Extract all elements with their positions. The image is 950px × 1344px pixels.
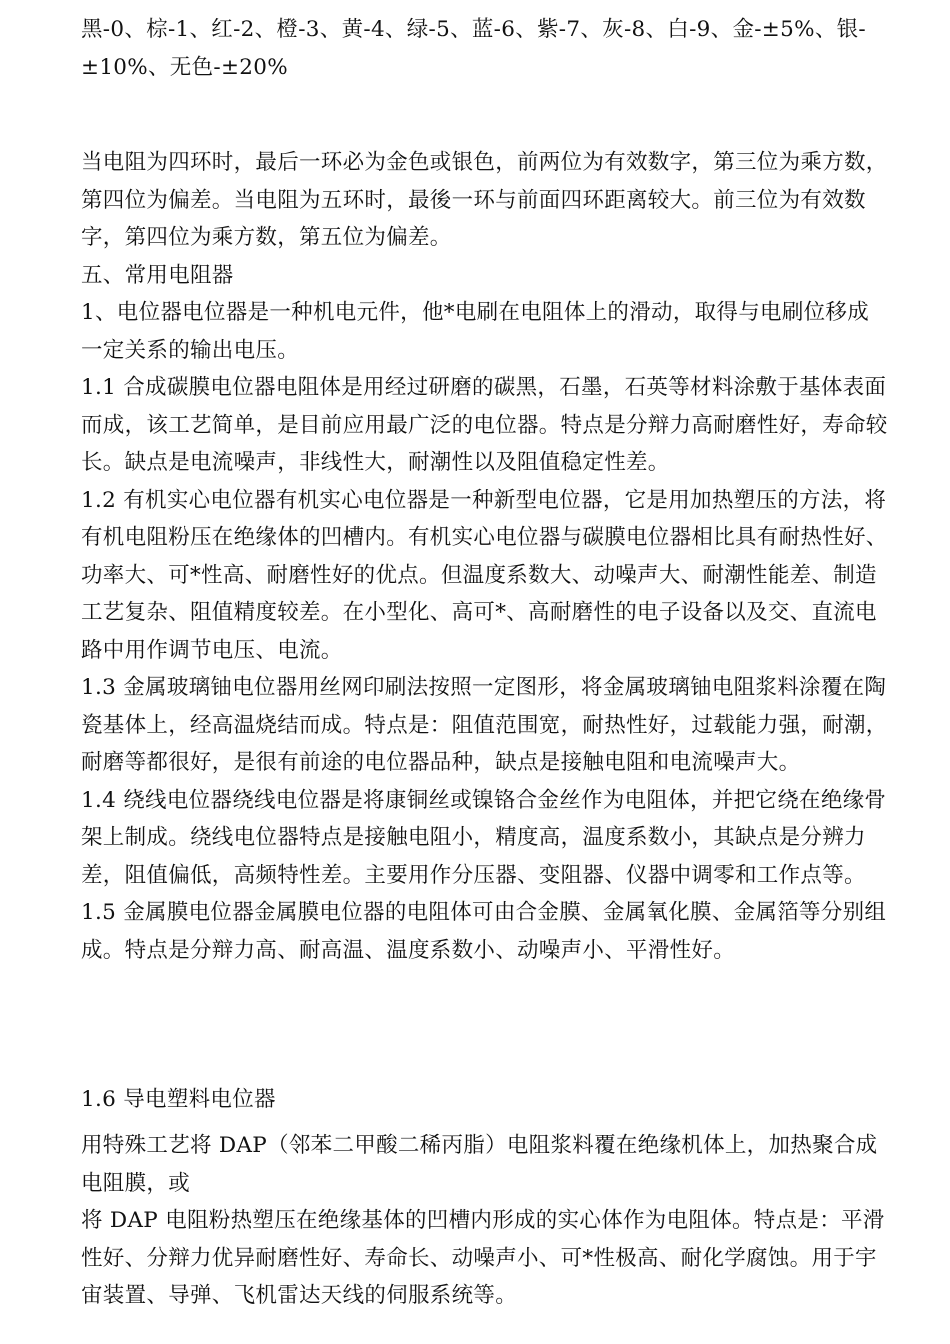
conductive-plastic-paragraph-a: 用特殊工艺将 DAP（邻苯二甲酸二稀丙脂）电阻浆料覆在绝缘机体上，加热聚合成电阻膜，或 — [81, 1133, 878, 1196]
wirewound-paragraph: 1.4 绕线电位器绕线电位器是将康铜丝或镍铬合金丝作为电阻体，并把它绕在绝缘骨架上制成。绕线电位器特点是接触电阻小，精度高，温度系数小，其缺点是分辨力差，阻值偏低，高频特性差。主要用作分压器、变阻器、仪器中调零和工作点等。 — [81, 787, 887, 888]
potentiometer-intro: 1、电位器电位器是一种机电元件，他*电刷在电阻体上的滑动，取得与电刷位移成一定关系的输出电压。 — [81, 300, 870, 363]
ring-rule-paragraph: 当电阻为四环时，最后一环必为金色或银色，前两位为有效数字，第三位为乘方数，第四位为偏差。当电阻为五环时，最後一环与前面四环距离较大。前三位为有效数字，第四位为乘方数，第五位为偏差。 — [81, 150, 888, 250]
metal-glaze-paragraph: 1.3 金属玻璃铀电位器用丝网印刷法按照一定图形，将金属玻璃铀电阻浆料涂覆在陶瓷基体上，经高温烧结而成。特点是：阻值范围宽，耐热性好，过载能力强，耐潮，耐磨等都很好，是很有前途的电位器品种，缺点是接触电阻和电流噪声大。 — [81, 675, 888, 775]
document-page — [81, 0, 889, 1344]
conductive-plastic-heading: 1.6 导电塑料电位器 — [81, 1087, 276, 1112]
conductive-plastic-block — [81, 1127, 889, 1315]
conductive-plastic-paragraph-b: 将 DAP 电阻粉热塑压在绝缘基体的凹槽内形成的实心体作为电阻体。特点是：平滑性好、分辩力优异耐磨性好、寿命长、动噪声小、可*性极高、耐化学腐蚀。用于宇宙装置、导弹、飞机雷达天线的伺服系统等。 — [81, 1208, 885, 1308]
color-code-list: 黑-0、棕-1、红-2、橙-3、黄-4、绿-5、蓝-6、紫-7、灰-8、白-9、金-±5%、银-±10%、无色-±20% — [81, 17, 866, 80]
section-heading: 五、常用电阻器 — [81, 262, 234, 288]
main-text-block — [81, 144, 889, 969]
organic-solid-paragraph: 1.2 有机实心电位器有机实心电位器是一种新型电位器，它是用加热塑压的方法，将有机电阻粉压在绝缘体的凹槽内。有机实心电位器与碳膜电位器相比具有耐热性好、功率大、可*性高、耐磨性好的优点。但温度系数大、动噪声大、耐潮性能差、制造工艺复杂、阻值精度较差。在小型化、高可*、高耐磨性的电子设备以及交、直流电路中用作调节电压、电流。 — [81, 487, 888, 663]
metal-film-paragraph: 1.5 金属膜电位器金属膜电位器的电阻体可由合金膜、金属氧化膜、金属箔等分别组成。特点是分辩力高、耐高温、温度系数小、动噪声小、平滑性好。 — [81, 900, 887, 963]
carbon-film-paragraph: 1.1 合成碳膜电位器电阻体是用经过研磨的碳黑，石墨，石英等材料涂敷于基体表面而成，该工艺简单，是目前应用最广泛的电位器。特点是分辩力高耐磨性好，寿命较长。缺点是电流噪声，非线性大，耐潮性以及阻值稳定性差。 — [81, 375, 888, 475]
